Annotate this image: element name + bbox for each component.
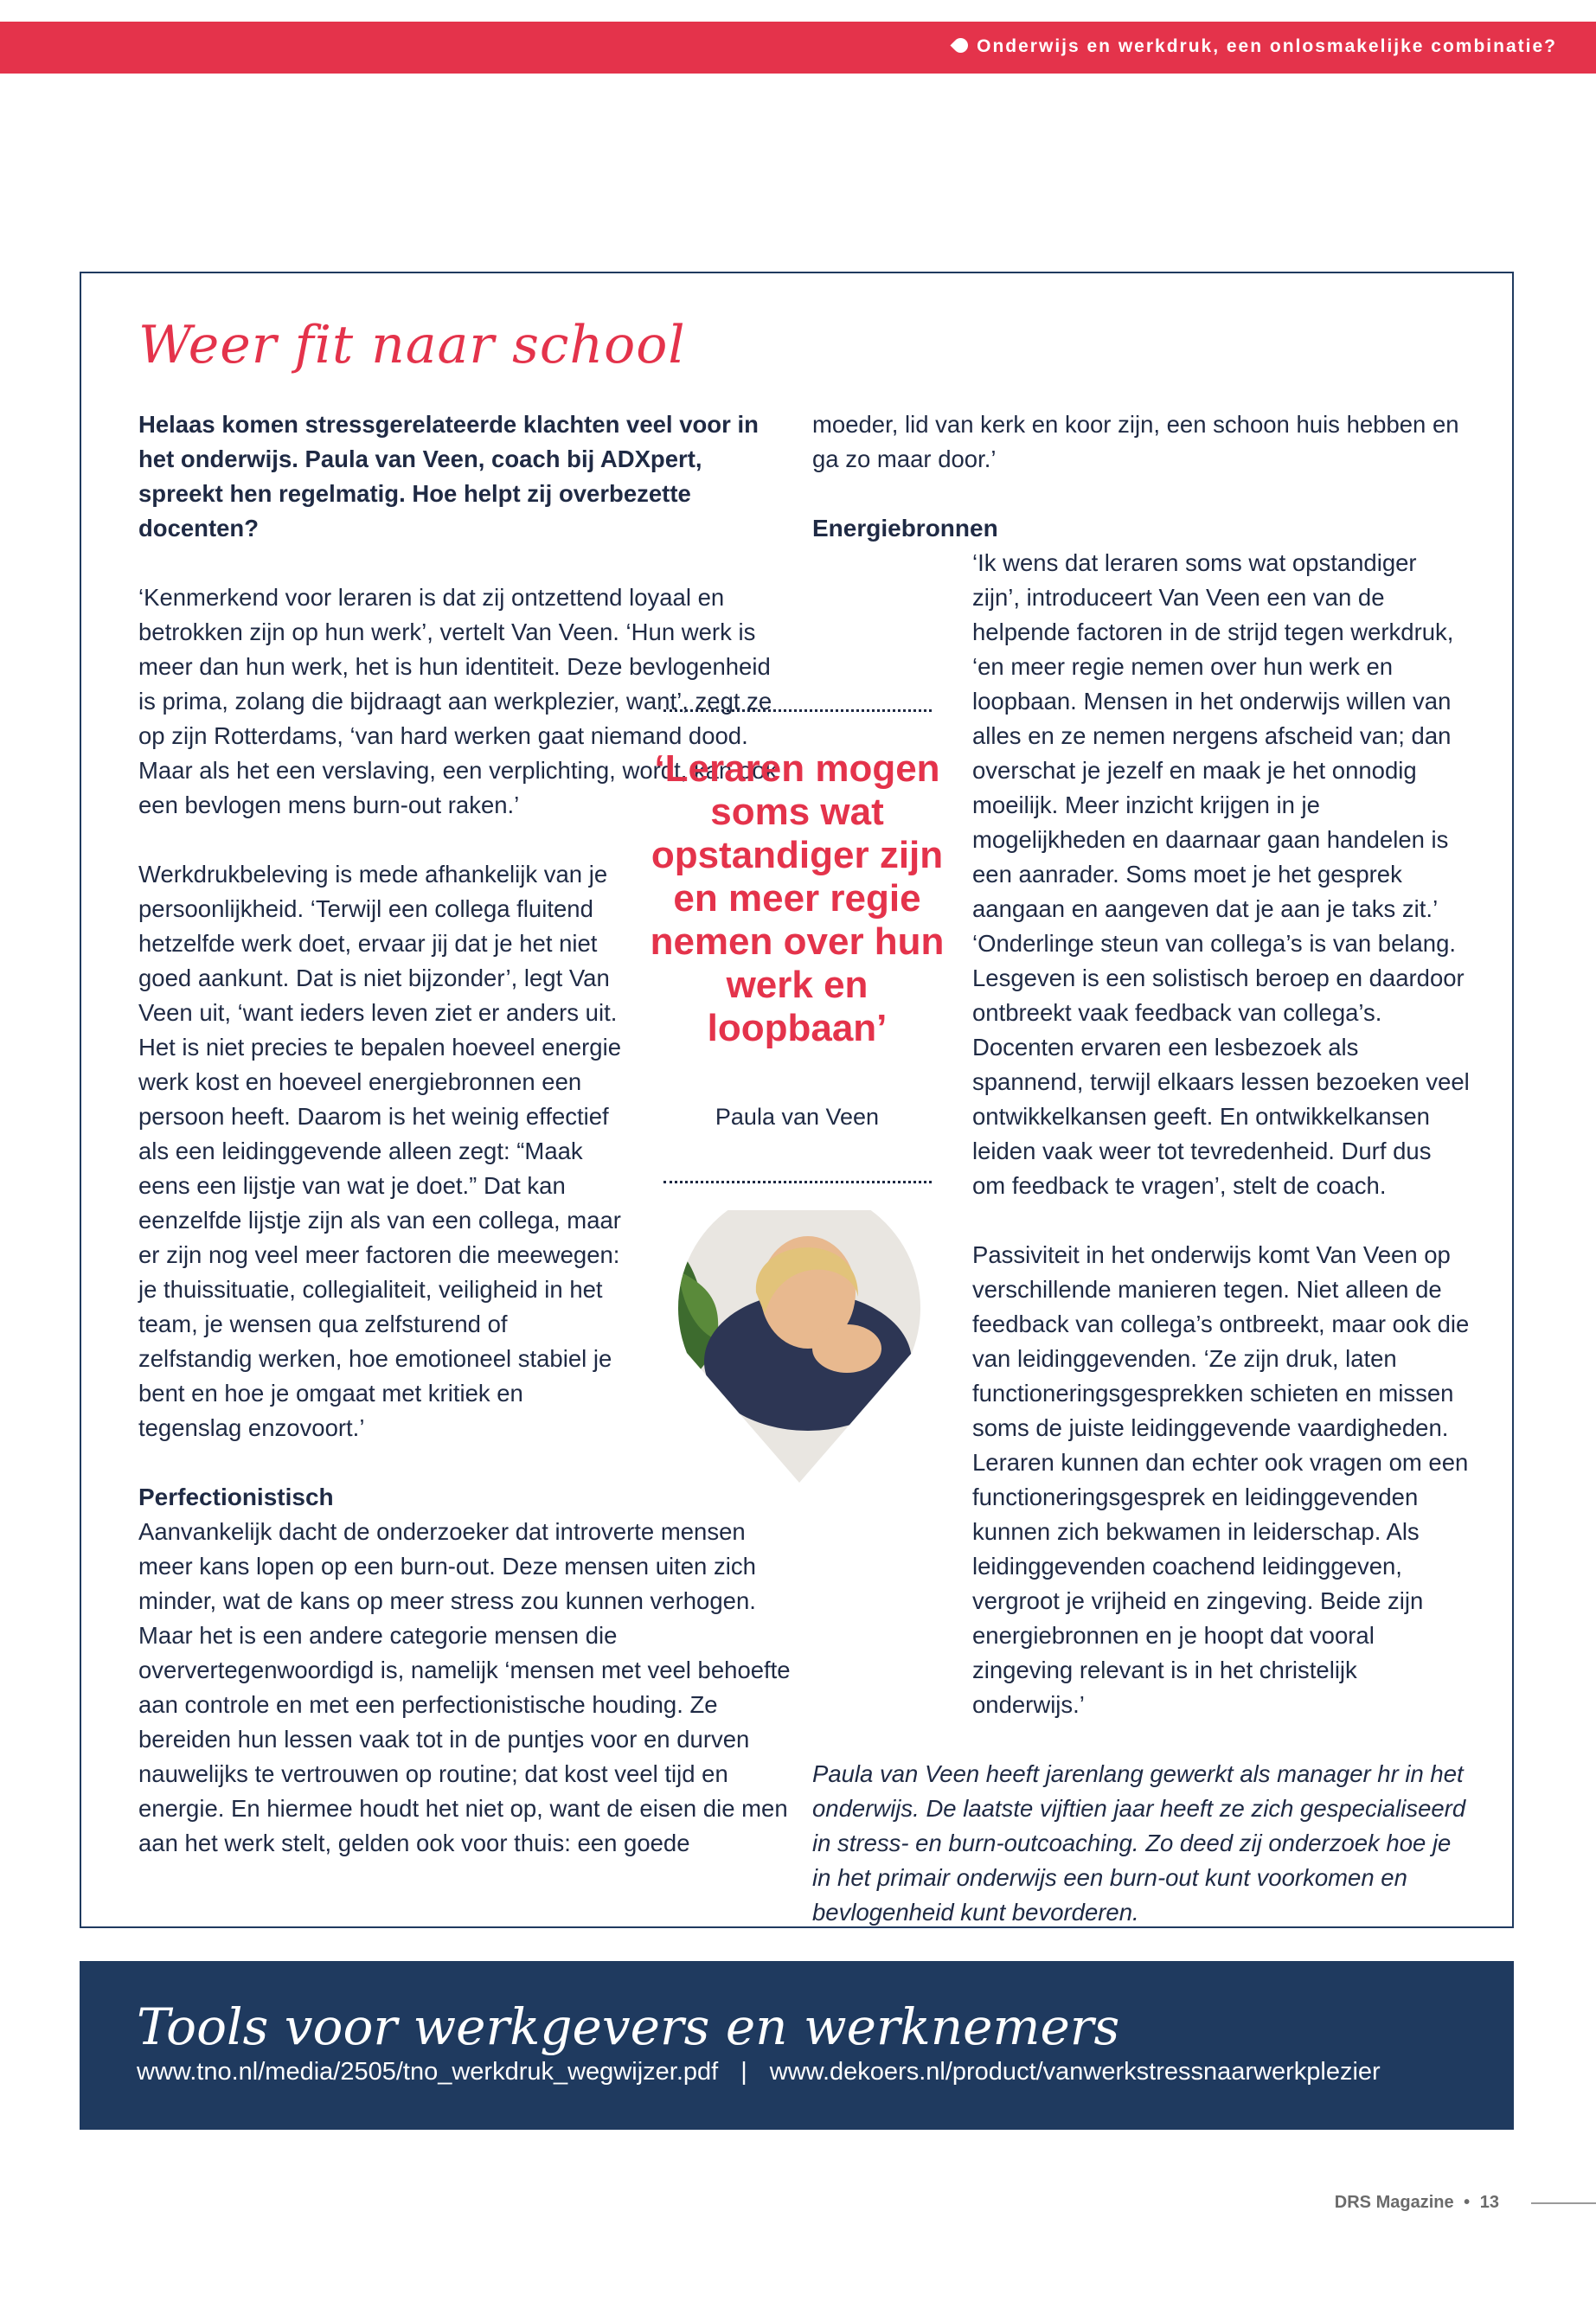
leaf-bullet-icon: [951, 35, 971, 55]
tools-banner: [80, 1961, 1514, 2130]
heading-perfectionistisch: Perfectionistisch: [138, 1484, 334, 1510]
dekoers-link[interactable]: www.dekoers.nl/product/vanwerkstressnaarwerkplezier: [769, 2058, 1381, 2086]
author-bio: Paula van Veen heeft jarenlang gewerkt als manager hr in het onderwijs. De laatste vijftien jaar heeft ze zich gespecialiseerd in stress- en burn-outcoaching. Zo deed zij onderzoek hoe je in het primair onderwijs een burn-out kunt voorkomen en bevlogenheid kunt bevorderen.: [812, 1760, 1466, 1926]
pull-quote-author: Paula van Veen: [715, 1104, 880, 1130]
page-number: 13: [1479, 2193, 1499, 2212]
section-title: Onderwijs en werkdruk, een onlosmakelijke combinatie?: [977, 36, 1557, 56]
pull-quote: ‘Leraren mogen soms wat opstandiger zijn en meer regie nemen over hun werk en loopbaan’: [650, 747, 945, 1049]
paragraph: Werkdrukbeleving is mede afhankelijk van je persoonlijkheid. ‘Terwijl een collega fluitend hetzelfde werk doet, ervaar jij dat je het niet goed aankunt. Dat is niet bijzonder’, legt Van Veen uit, ‘want ieders leven ziet er anders uit. Het is niet precies te bepalen hoeveel energie werk kost en hoeveel energiebronnen een persoon heeft. Daarom is het weinig effectief als een leidinggevende alleen zegt: “Maak eens een lijstje van wat je doet.” Dat kan eenzelfde lijstje zijn als van een collega, maar er zijn nog veel meer factoren die meewegen: je thuissituatie, collegialiteit, veiligheid in het team, je wensen qua zelfsturend of zelfstandig werken, hoe emotioneel stabiel je bent en hoe je omgaat met kritiek en tegenslag enzovoort.’: [138, 861, 622, 1441]
magazine-name: DRS Magazine: [1334, 2193, 1454, 2212]
tno-link[interactable]: www.tno.nl/media/2505/tno_werkdruk_wegwijzer.pdf: [137, 2058, 719, 2086]
footer-rule: [1531, 2202, 1596, 2204]
tools-title: Tools voor werkgevers en werknemers: [137, 1997, 1120, 2056]
section-header-bar: [0, 22, 1596, 74]
tools-links: [137, 2058, 1381, 2086]
page-footer: [1335, 2193, 1499, 2213]
portrait-photo: [670, 1210, 929, 1483]
right-column: [812, 407, 1470, 1965]
article-title: Weer fit naar school: [138, 315, 686, 375]
heading-energiebronnen: Energiebronnen: [812, 515, 998, 542]
footer-bullet: •: [1464, 2193, 1471, 2212]
quote-divider-top: [663, 709, 932, 712]
left-column: [138, 407, 792, 1895]
quote-divider-bottom: [663, 1181, 932, 1183]
paragraph: Passiviteit in het onderwijs komt Van Veen op verschillende manieren tegen. Niet alleen de feedback van collega’s ontbreekt, maar ook die van leidinggevenden. ‘Ze zijn druk, laten functioneringsgesprekken schieten en missen soms de juiste leidinggevende vaardigheden. Leraren kunnen dan echter ook vragen om een functioneringsgesprek en leidinggevenden kunnen zich bekwamen in leiderschap. Als leidinggevenden coachend leidinggeven, vergroot je vrijheid en zingeving. Beide zijn energiebronnen en je hoopt dat vooral zingeving relevant is in het christelijk onderwijs.’: [972, 1241, 1470, 1718]
paragraph: ‘Ik wens dat leraren soms wat opstandiger zijn’, introduceert Van Veen een van de helpende factoren in de strijd tegen werkdruk, ‘en meer regie nemen over hun werk en loopbaan. Mensen in het onderwijs willen van alles en ze nemen nergens afscheid van; dan overschat je jezelf en maak je het onnodig moeilijk. Meer inzicht krijgen in je mogelijkheden en daarnaar gaan handelen is een aanrader. Soms moet je het gesprek aangaan en aangeven dat je aan je taks zit.’ ‘Onderlinge steun van collega’s is van belang. Lesgeven is een solistisch beroep en daardoor ontbreekt vaak feedback van collega’s. Docenten ervaren een lesbezoek als spannend, terwijl elkaars lessen bezoeken veel ontwikkelkansen geeft. En ontwikkelkansen leiden vaak weer tot tevredenheid. Durf dus om feedback te vragen’, stelt de coach.: [972, 549, 1470, 1199]
article-intro: Helaas komen stressgerelateerde klachten veel voor in het onderwijs. Paula van Veen, coach bij ADXpert, spreekt hen regelmatig. Hoe helpt zij overbezette docenten?: [138, 411, 759, 542]
link-separator: |: [740, 2058, 747, 2086]
paragraph: Aanvankelijk dacht de onderzoeker dat introverte mensen meer kans lopen op een burn-out. Deze mensen uiten zich minder, wat de kans op meer stress zou kunnen verhogen. Maar het is een andere categorie mensen die oververtegenwoordigd is, namelijk ‘mensen met veel behoefte aan controle en met een perfectionistische houding. Ze bereiden hun lessen vaak tot in de puntjes voor en durven nauwelijks te vertrouwen op routine; dat kost veel tijd en energie. En hiermee houdt het niet op, want de eisen die men aan het werk stelt, gelden ook voor thuis: een goede: [138, 1518, 791, 1856]
article-box: [80, 272, 1514, 1928]
paragraph: ‘Kenmerkend voor leraren is dat zij ontzettend loyaal en betrokken zijn op hun werk’, vertelt Van Veen. ‘Hun werk is meer dan hun werk, het is hun identiteit. Deze bevlogenheid is prima, zolang die bijdraagt aan werkplezier, want’, zegt ze op zijn Rotterdams, ‘van hard werken gaat niemand dood. Maar als het een verslaving, een verplichting, wordt, kan ook een bevlogen mens burn-out raken.’: [138, 584, 778, 818]
section-label: [953, 36, 1557, 57]
paragraph: moeder, lid van kerk en koor zijn, een schoon huis hebben en ga zo maar door.’: [812, 411, 1459, 472]
